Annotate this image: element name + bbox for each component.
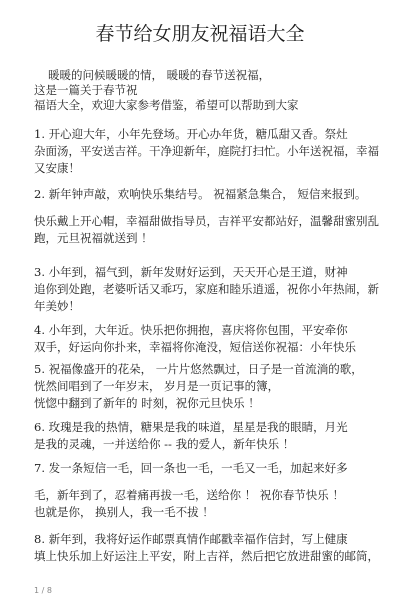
intro-line: 暖暖的问候暖暖的情， 暖暖的春节送祝福， xyxy=(48,68,271,82)
page-title: 春节给女朋友祝福语大全 xyxy=(95,23,305,45)
intro-paragraph xyxy=(34,68,384,113)
text-line: 恍然间唱到了一年岁末， 岁月是一页记事的簿， xyxy=(34,379,280,393)
intro-line: 这是一篇关于春节祝 xyxy=(34,83,138,97)
wish-paragraph-7 xyxy=(34,460,384,477)
text-line: 8. 新年到，我将好运作邮票真情作邮戳幸福作信封，写上健康 xyxy=(34,532,348,546)
wish-paragraph-5 xyxy=(34,361,384,412)
text-line: 追你到处跑，老婆听话又乖巧，家庭和睦乐逍遥，祝你小年热闹，新 xyxy=(34,282,379,296)
text-line: 双手，好运向你扑来，幸福将你淹没，短信送你祝福：小年快乐 xyxy=(34,340,356,354)
page-number: 1 / 8 xyxy=(34,586,52,595)
text-line: 毛，新年到了，忍着痛再拔一毛，送给你 ！ 祝你春节快乐 ！ xyxy=(34,488,344,502)
wish-paragraph-7-cont xyxy=(34,487,384,521)
wish-paragraph-1 xyxy=(34,126,384,177)
text-line: 跑，元旦祝福就送到 ！ xyxy=(34,231,153,245)
text-line: 是我的灵魂，一并送给你 -- 我的爱人，新年快乐 ！ xyxy=(34,437,295,451)
text-line: 6. 玫瑰是我的热情，糖果是我的味道，星星是我的眼睛，月光 xyxy=(34,420,348,434)
text-line: 也就是你， 换别人，我一毛不拔 ！ xyxy=(34,505,214,519)
text-line: 5. 祝福像盛开的花朵， 一片片悠然飘过，日子是一首流淌的歌， xyxy=(34,362,363,376)
text-line: 又安康！ xyxy=(34,161,80,175)
wish-paragraph-2 xyxy=(34,186,384,203)
text-line: 7. 发一条短信一毛，回一条也一毛，一毛又一毛，加起来好多 xyxy=(34,461,348,475)
text-line: 2. 新年钟声敲，欢响快乐集结号。 祝福紧急集合， 短信来报到。 xyxy=(34,187,367,201)
wish-paragraph-8 xyxy=(34,531,384,565)
text-line: 年美妙！ xyxy=(34,299,80,313)
text-line: 恍惚中翻到了新年的 时刻，祝你元旦快乐 ！ xyxy=(34,396,260,410)
text-line: 1. 开心迎大年，小年先登场。开心办年货，糖瓜甜又香。祭灶 xyxy=(34,127,348,141)
text-line: 杂面汤，平安送吉祥。干净迎新年，庭院打扫忙。小年送祝福，幸福 xyxy=(34,144,379,158)
wish-paragraph-4 xyxy=(34,322,384,356)
text-line: 快乐戴上开心帽，幸福甜做指导员，吉祥平安都站好，温馨甜蜜别乱 xyxy=(34,214,379,228)
intro-line: 福语大全，欢迎大家参考借鉴，希望可以帮助到大家 xyxy=(34,98,299,112)
wish-paragraph-2-cont xyxy=(34,213,384,247)
wish-paragraph-3 xyxy=(34,264,384,315)
wish-paragraph-6 xyxy=(34,419,384,453)
text-line: 填上快乐加上好运注上平安，附上吉祥，然后把它放进甜蜜的邮筒， xyxy=(34,549,379,563)
text-line: 3. 小年到，福气到，新年发财好运到，天天开心是王道，财神 xyxy=(34,265,348,279)
text-line: 4. 小年到，大年近。快乐把你拥抱，喜庆将你包围，平安牵你 xyxy=(34,323,348,337)
